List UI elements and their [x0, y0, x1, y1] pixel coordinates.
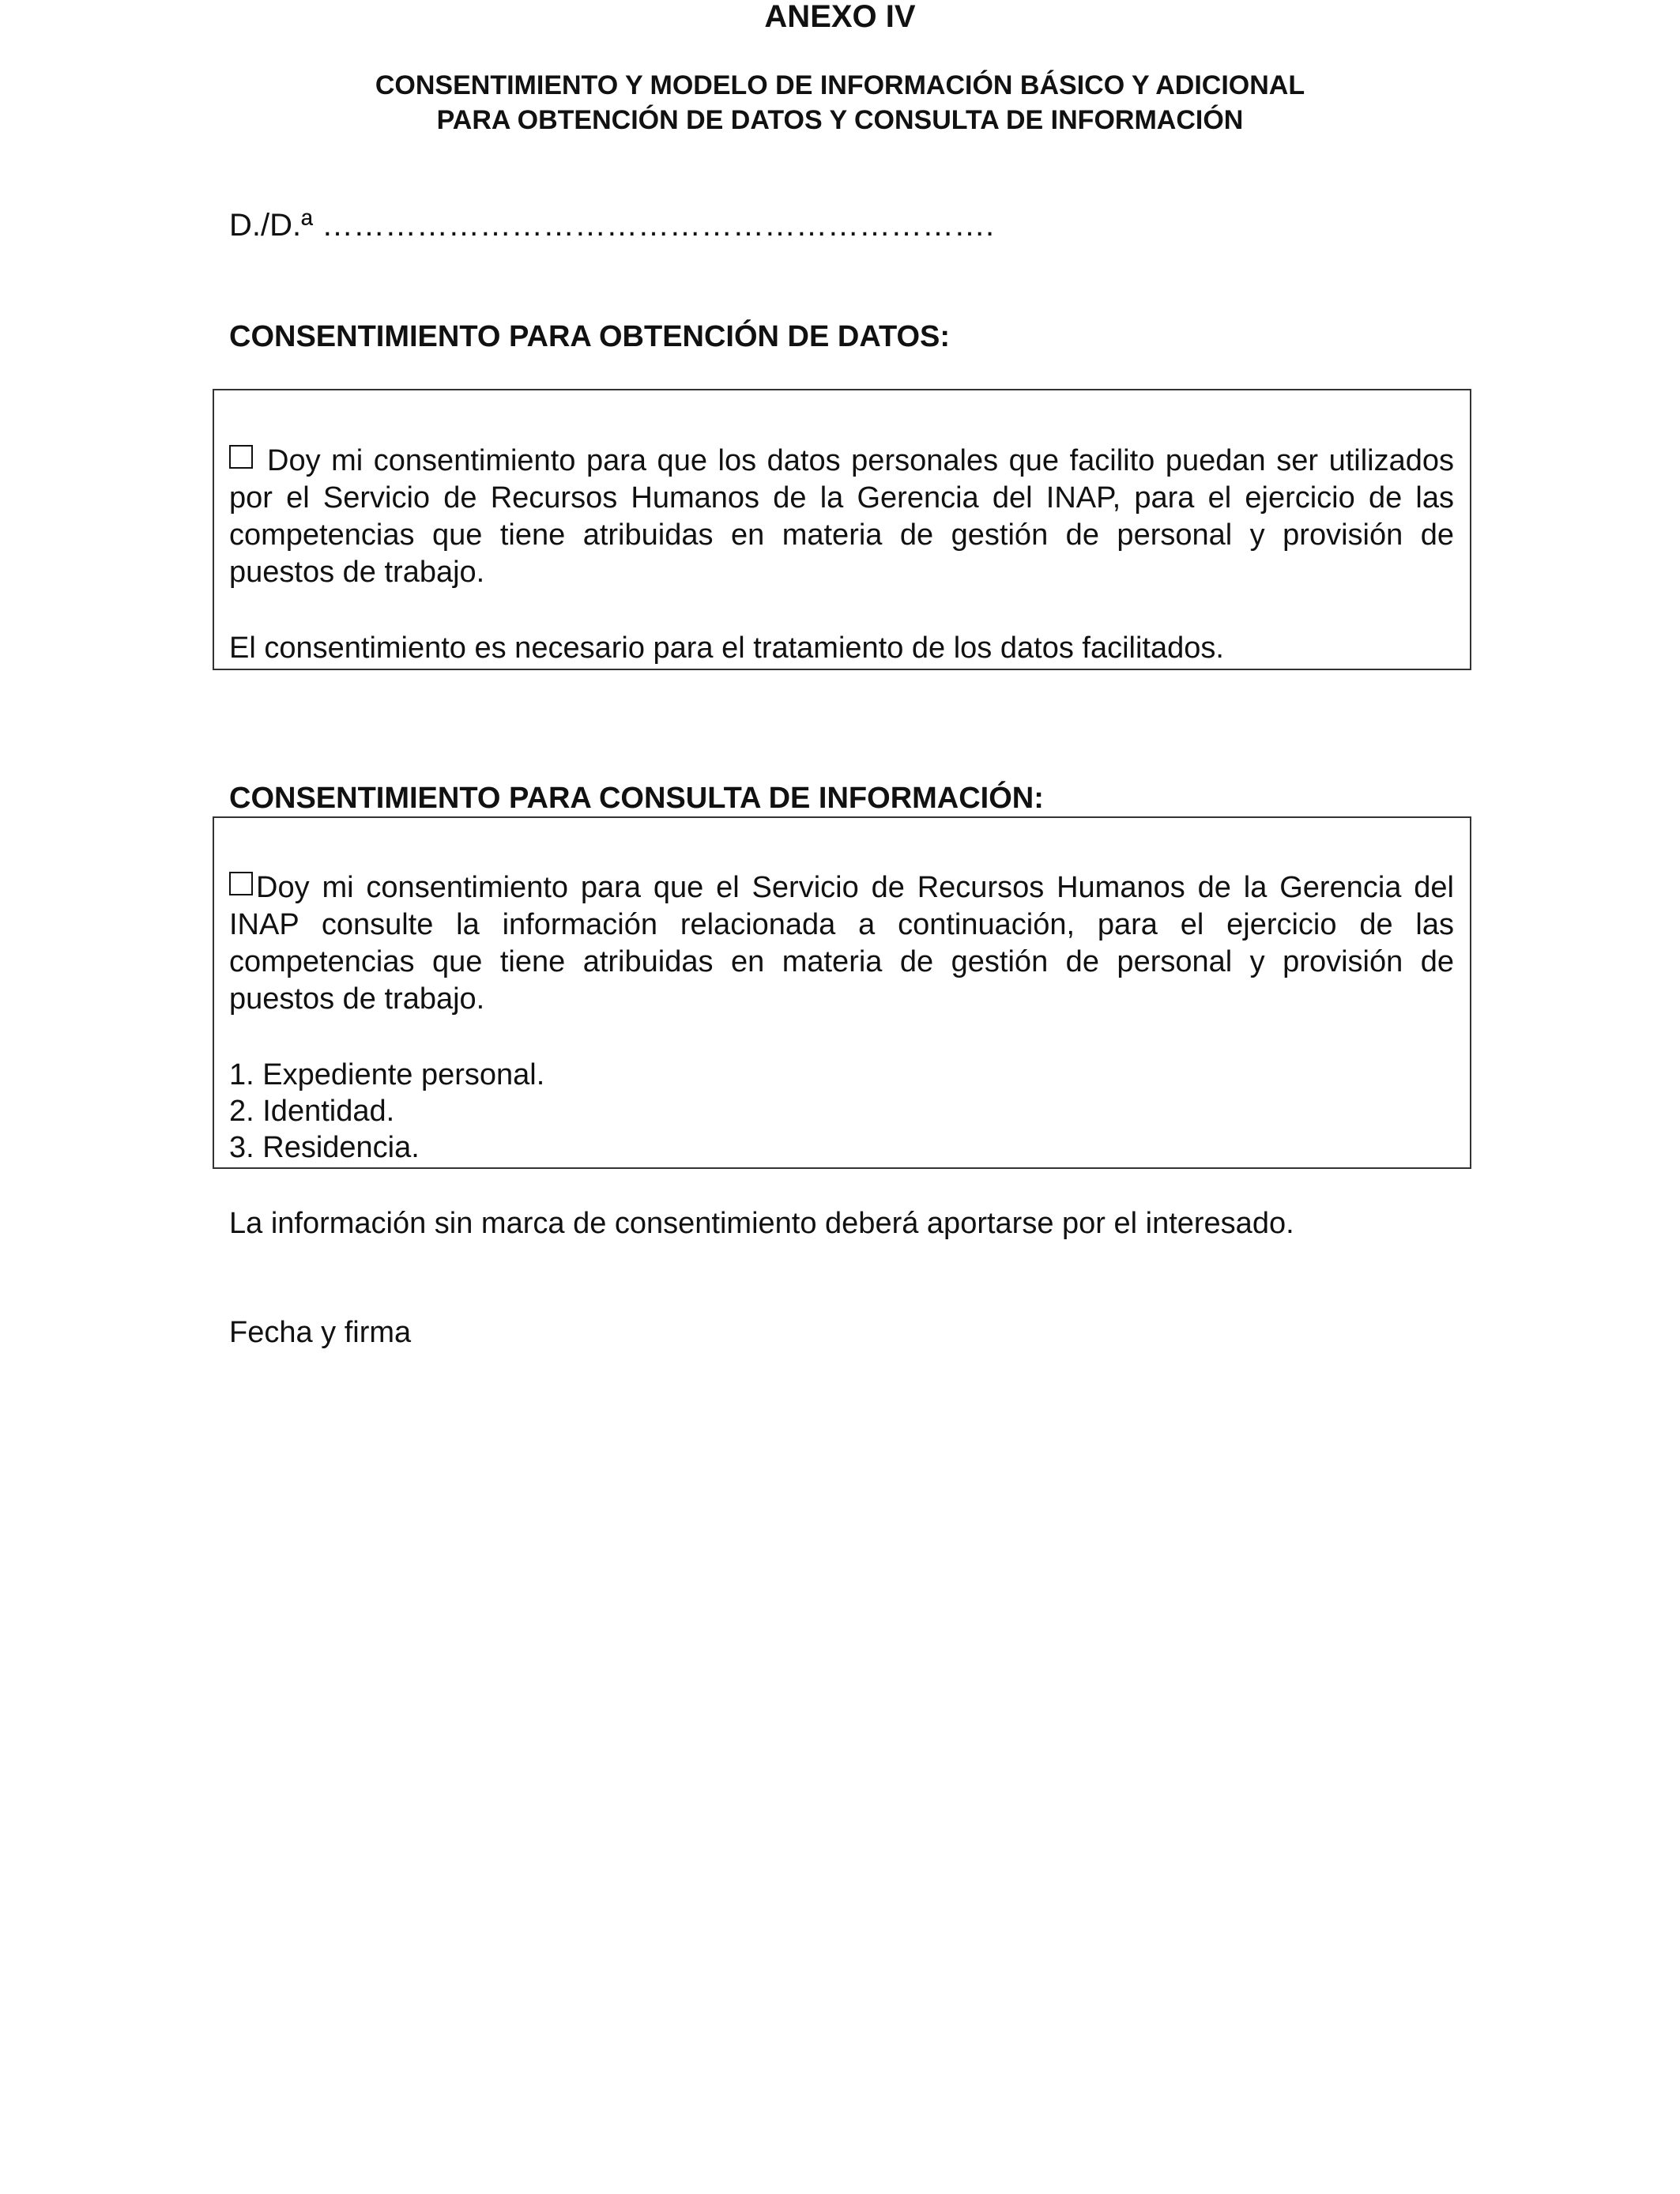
- document-title: [0, 68, 1680, 138]
- document-title-line-1: CONSENTIMIENTO Y MODELO DE INFORMACIÓN BÁSICO Y ADICIONAL: [375, 70, 1305, 100]
- list-item: 3. Residencia.: [229, 1131, 420, 1164]
- section-heading-information-query: CONSENTIMIENTO PARA CONSULTA DE INFORMACIÓN:: [229, 782, 1044, 815]
- applicant-label: D./D.ª: [229, 208, 313, 243]
- list-item: 2. Identidad.: [229, 1095, 395, 1128]
- list-item: 1. Expediente personal.: [229, 1058, 545, 1091]
- document-title-line-2: PARA OBTENCIÓN DE DATOS Y CONSULTA DE INFORMACIÓN: [436, 105, 1244, 135]
- data-collection-consent-checkbox[interactable]: [229, 445, 253, 469]
- data-collection-consent-statement: Doy mi consentimiento para que los datos personales que facilito puedan ser utilizados por el Servicio de Recursos Humanos de la Gerencia del INAP, para el ejercicio de las competencias que tiene atribuidas en materia de gestión de personal y provisión de puestos de trabajo.: [229, 444, 1454, 589]
- information-query-consent-checkbox[interactable]: [229, 872, 253, 895]
- missing-consent-note: La información sin marca de consentimiento deberá aportarse por el interesado.: [229, 1207, 1294, 1240]
- applicant-name-line: [229, 206, 994, 244]
- section-heading-data-collection: CONSENTIMIENTO PARA OBTENCIÓN DE DATOS:: [229, 320, 951, 353]
- applicant-name-blank[interactable]: ……………………………………………………….: [322, 208, 995, 243]
- annex-title: ANEXO IV: [764, 0, 916, 34]
- data-collection-consent-text: [229, 443, 1454, 591]
- information-items-list: [229, 1057, 544, 1166]
- data-collection-consent-note: El consentimiento es necesario para el tratamiento de los datos facilitados.: [229, 631, 1224, 665]
- date-signature-label: Fecha y firma: [229, 1316, 412, 1349]
- information-query-consent-text: [229, 869, 1454, 1018]
- information-query-consent-statement: Doy mi consentimiento para que el Servicio de Recursos Humanos de la Gerencia del INAP consulte la información relacionada a continuación, para el ejercicio de las competencias que tiene atribuidas en materia de gestión de personal y provisión de puestos de trabajo.: [229, 871, 1454, 1016]
